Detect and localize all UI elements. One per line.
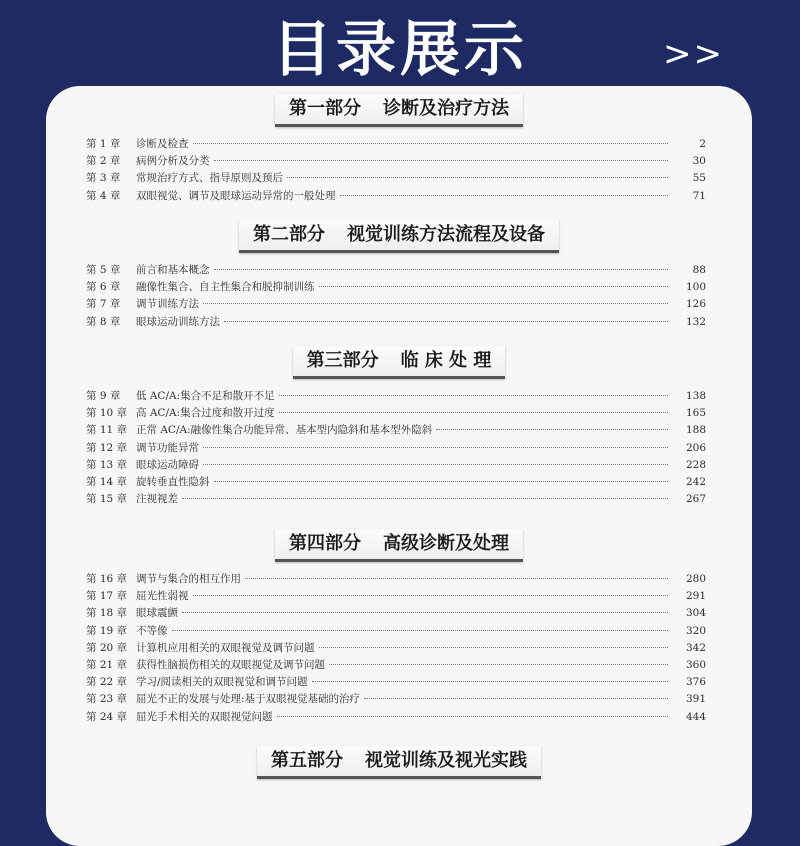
chapter-title: 病例分析及分类	[136, 155, 210, 168]
chapter-title: 诊断及检查	[136, 138, 189, 150]
page-number: 100	[685, 281, 706, 294]
toc-row[interactable]	[86, 188, 706, 205]
toc-row[interactable]	[86, 571, 706, 588]
section-number: 第一部分	[289, 98, 361, 119]
section-number: 第四部分	[289, 533, 361, 554]
toc-row[interactable]	[86, 170, 706, 187]
dot-leader	[319, 647, 669, 648]
chapter-title: 学习/阅读相关的双眼视觉和调节问题	[136, 676, 308, 689]
section-name: 视觉训练方法流程及设备	[347, 224, 545, 245]
page-number: 342	[685, 641, 706, 654]
dot-leader	[279, 395, 668, 396]
chapter-number: 第 10 章	[86, 407, 128, 420]
dot-leader	[329, 664, 668, 665]
chapter-title: 调节训练方法	[136, 298, 199, 311]
toc-row[interactable]	[86, 474, 706, 491]
section-number: 第三部分	[306, 350, 379, 371]
toc-list-4	[86, 571, 706, 726]
dot-leader	[214, 160, 669, 161]
chapter-title: 调节与集合的相互作用	[136, 573, 241, 585]
chapter-number: 第 7 章	[86, 298, 121, 311]
toc-row[interactable]	[86, 640, 706, 657]
chapter-number: 第 8 章	[86, 315, 121, 328]
page-number: 228	[685, 458, 706, 471]
chapter-number: 第 13 章	[86, 458, 128, 471]
chapter-number: 第 23 章	[86, 693, 128, 706]
page-number: 360	[685, 658, 706, 671]
dot-leader	[214, 481, 669, 482]
chapter-title: 高 AC/A:集合过度和散开过度	[136, 407, 275, 420]
chapter-title: 常规治疗方式、指导原则及预后	[136, 172, 283, 185]
dot-leader	[340, 195, 669, 196]
chapter-title: 正常 AC/A:融像性集合功能异常、基本型内隐斜和基本型外隐斜	[136, 424, 433, 437]
page-number: 391	[685, 693, 706, 706]
page-number: 88	[692, 264, 706, 276]
chapter-title: 屈光手术相关的双眼视觉问题	[136, 710, 273, 723]
chapter-number: 第 1 章	[86, 138, 121, 150]
chapter-title: 计算机应用相关的双眼视觉及调节问题	[136, 641, 315, 654]
dot-leader	[172, 630, 669, 631]
toc-row[interactable]	[86, 153, 706, 170]
section-number: 第五部分	[271, 750, 343, 771]
section-title-5	[46, 746, 752, 780]
section-name: 临 床 处 理	[400, 350, 492, 371]
toc-row[interactable]	[86, 491, 706, 508]
toc-row[interactable]	[86, 405, 706, 422]
toc-row[interactable]	[86, 136, 706, 153]
toc-row[interactable]	[86, 388, 706, 405]
page-number: 71	[692, 189, 706, 202]
section-title-4	[46, 529, 752, 563]
chapter-title: 眼球运动障碍	[136, 458, 199, 471]
chapter-title: 低 AC/A:集合不足和散开不足	[136, 390, 275, 402]
chapter-number: 第 6 章	[86, 281, 121, 294]
page-number: 267	[685, 493, 706, 506]
toc-row[interactable]	[86, 674, 706, 691]
chapter-number: 第 24 章	[86, 710, 128, 723]
toc-row[interactable]	[86, 588, 706, 605]
toc-row[interactable]	[86, 279, 706, 296]
chapter-number: 第 16 章	[86, 573, 128, 585]
chapter-title: 不等像	[136, 624, 168, 637]
chapter-number: 第 18 章	[86, 607, 128, 620]
page-number: 280	[685, 573, 706, 585]
chapter-number: 第 15 章	[86, 493, 128, 506]
section-number: 第二部分	[253, 224, 325, 245]
chapter-title: 屈光性弱视	[136, 590, 189, 603]
toc-row[interactable]	[86, 657, 706, 674]
section-name: 视觉训练及视光实践	[365, 750, 527, 771]
page-number: 126	[685, 298, 706, 311]
section-title-2	[46, 220, 752, 254]
toc-list-2	[86, 262, 706, 331]
page-number: 444	[685, 710, 706, 723]
toc-row[interactable]	[86, 691, 706, 708]
chapter-number: 第 3 章	[86, 172, 121, 185]
dot-leader	[182, 498, 668, 499]
dot-leader	[203, 464, 668, 465]
toc-row[interactable]	[86, 457, 706, 474]
dot-leader	[279, 412, 668, 413]
chapter-number: 第 5 章	[86, 264, 121, 276]
chapter-title: 旋转垂直性隐斜	[136, 475, 210, 488]
chapter-number: 第 22 章	[86, 676, 128, 689]
toc-row[interactable]	[86, 262, 706, 279]
double-arrow-icon: >>	[663, 34, 724, 74]
chapter-title: 注视视差	[136, 493, 178, 506]
page-number: 304	[685, 607, 706, 620]
chapter-number: 第 11 章	[86, 424, 128, 437]
chapter-title: 调节功能异常	[136, 441, 199, 454]
page-number: 138	[685, 390, 706, 402]
chapter-number: 第 12 章	[86, 441, 128, 454]
dot-leader	[203, 303, 668, 304]
chapter-number: 第 4 章	[86, 189, 121, 202]
section-name: 高级诊断及处理	[383, 533, 509, 554]
page-number: 30	[692, 155, 706, 168]
dot-leader	[319, 286, 669, 287]
dot-leader	[436, 429, 668, 430]
page-number: 132	[685, 315, 706, 328]
toc-row[interactable]	[86, 422, 706, 439]
page-number: 2	[699, 138, 706, 150]
toc-row[interactable]	[86, 440, 706, 457]
page-title: 目录展示	[272, 15, 528, 85]
chapter-title: 屈光不正的发展与处理:基于双眼视觉基础的治疗	[136, 693, 361, 706]
dot-leader	[364, 698, 668, 699]
toc-row[interactable]	[86, 623, 706, 640]
dot-leader	[287, 177, 668, 178]
dot-leader	[277, 716, 669, 717]
dot-leader	[312, 681, 668, 682]
section-title-1	[46, 94, 752, 128]
chapter-number: 第 14 章	[86, 475, 128, 488]
toc-row[interactable]	[86, 314, 706, 331]
chapter-title: 前言和基本概念	[136, 264, 210, 276]
toc-panel	[46, 86, 752, 846]
chapter-number: 第 2 章	[86, 155, 121, 168]
chapter-number: 第 9 章	[86, 390, 121, 402]
page-number: 188	[685, 424, 706, 437]
toc-row[interactable]	[86, 709, 706, 726]
toc-list-3	[86, 388, 706, 508]
chapter-title: 眼球运动训练方法	[136, 315, 220, 328]
chapter-title: 获得性脑损伤相关的双眼视觉及调节问题	[136, 658, 325, 671]
toc-row[interactable]	[86, 296, 706, 313]
page-number: 55	[692, 172, 706, 185]
page-number: 206	[685, 441, 706, 454]
chapter-number: 第 17 章	[86, 590, 128, 603]
dot-leader	[182, 612, 668, 613]
page-number: 320	[685, 624, 706, 637]
chapter-number: 第 19 章	[86, 624, 128, 637]
dot-leader	[193, 595, 669, 596]
page-number: 165	[685, 407, 706, 420]
chapter-title: 双眼视觉、调节及眼球运动异常的一般处理	[136, 189, 336, 202]
dot-leader	[224, 321, 668, 322]
toc-row[interactable]	[86, 605, 706, 622]
dot-leader	[214, 269, 669, 270]
chapter-title: 融像性集合、自主性集合和脱抑制训练	[136, 281, 315, 294]
section-name: 诊断及治疗方法	[383, 98, 509, 119]
dot-leader	[245, 578, 668, 579]
dot-leader	[203, 447, 668, 448]
chapter-number: 第 20 章	[86, 641, 128, 654]
section-title-3	[46, 346, 752, 380]
page-number: 376	[685, 676, 706, 689]
chapter-title: 眼球震颤	[136, 607, 178, 620]
toc-list-1	[86, 136, 706, 205]
dot-leader	[193, 143, 669, 144]
page-number: 291	[685, 590, 706, 603]
page-number: 242	[685, 475, 706, 488]
chapter-number: 第 21 章	[86, 658, 128, 671]
